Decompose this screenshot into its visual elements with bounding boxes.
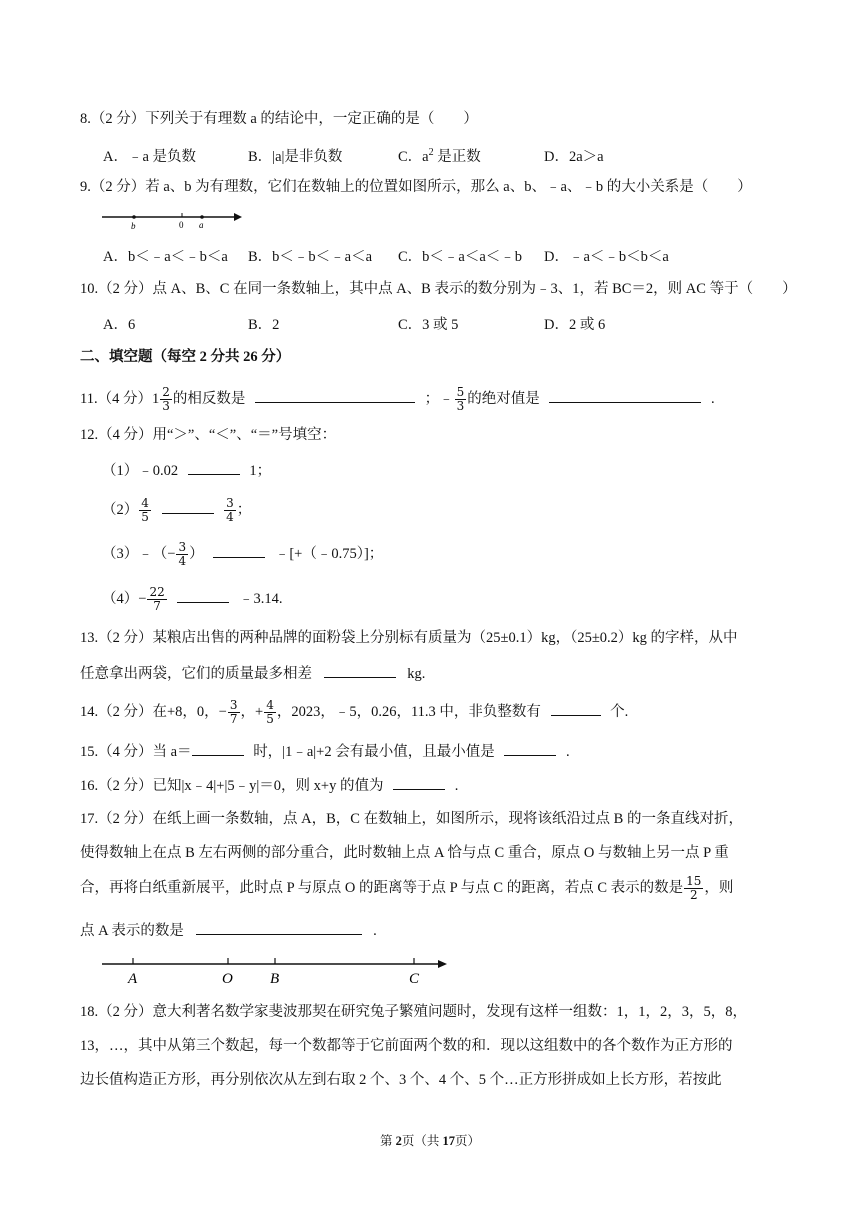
q11-part3: ；﹣ [424,391,454,407]
q8-option-c [398,145,481,166]
q12-s2a: （2） [102,502,139,518]
footer-total-pages: 17 [442,1134,455,1148]
q11-part5: . [711,391,715,407]
q11-f2-num: 5 [456,385,465,400]
q16-blank[interactable] [393,775,445,790]
q11-fraction-1 [160,386,172,413]
question-17-line-1: 17.（2 分）在纸上画一条数轴，点 A，B，C 在数轴上，如图所示，现将该纸沿过点 B 的一条直线对折， [80,811,743,827]
q9-option-b: B．b＜﹣b＜﹣a＜a [248,249,373,265]
q17-l4b: . [373,923,377,939]
q12-s3b: ） [189,546,204,562]
q8-c-sup: 2 [428,147,434,159]
q14-f1-den: 7 [229,712,238,727]
q11-f2-den: 3 [456,399,465,414]
q16-a: 16.（2 分）已知|x﹣4|+|5﹣y|＝0，则 x+y 的值为 [80,778,384,794]
footer-pre: 第 [379,1134,396,1148]
q12-blank-3[interactable] [213,543,265,558]
q10-option-b: B．2 [248,317,280,333]
question-17-line-2: 使得数轴上在点 B 左右两侧的部分重合，此时数轴上点 A 恰与点 C 重合，原点 O 与数轴上另一点 P 重 [80,845,729,861]
page-footer [0,1131,860,1149]
question-13-line-2 [80,663,788,684]
q12-s2-f2-den: 4 [226,510,234,525]
q12-s4b: ﹣3.14. [238,591,283,607]
q17-blank[interactable] [196,920,362,935]
section-2-heading: 二、填空题（每空 2 分共 26 分） [80,349,291,365]
q13-l2a: 任意拿出两袋，它们的质量最多相差 [80,666,312,682]
q8-option-b: B．|a|是非负数 [248,149,343,165]
q11-part2: 的相反数是 [172,391,246,407]
question-18-line-2: 13，…，其中从第三个数起，每一个数都等于它前面两个数的和．现以这组数中的各个数作为正方形的 [80,1038,733,1054]
q13-l2b: kg. [407,666,426,682]
q17-l3a: 合，再将白纸重新展平，此时点 P 与原点 O 的距离等于点 P 与点 C 的距离，若点 C 表示的数是 [80,880,684,896]
q12-s1b: 1； [249,463,272,479]
q9-axis-label-0: 0 [179,220,184,230]
q14-f2-den: 5 [266,712,274,727]
q11-part1: 11.（4 分）1 [80,391,160,407]
q17-axis-label-c: C [409,971,420,987]
question-15 [80,741,788,762]
q12-s2-f1-den: 5 [141,510,149,525]
q17-axis-label-a: A [128,971,138,987]
q12-s3a: （3）﹣（− [102,546,176,562]
q8-c-post: 是正数 [433,149,481,165]
question-11 [80,384,788,414]
q12-s3-den: 4 [178,554,187,569]
question-18-line-1: 18.（2 分）意大利著名数学家斐波那契在研究兔子繁殖问题时，发现有这样一组数：1，1，2，3，5，8， [80,1004,747,1020]
q9-option-d: D．﹣a＜﹣b＜b＜a [544,249,669,265]
q14-frac-1 [228,699,240,726]
q12-item-3 [102,539,788,569]
q14-c: ，2023，﹣5，0.26，11.3 中，非负整数有 [276,704,541,720]
q11-blank-2[interactable] [549,388,701,403]
footer-post: 页） [455,1134,481,1148]
question-18-line-3: 边长值构造正方形，再分别依次从左到右取 2 个、3 个、4 个、5 个…正方形拼成如上长方形，若按此 [80,1072,722,1088]
q10-option-a: A．6 [103,317,136,333]
q14-blank[interactable] [551,701,601,716]
q10-option-c: C．3 或 5 [398,317,459,333]
q13-blank[interactable] [324,663,396,678]
question-10-stem: 10.（2 分）点 A、B、C 在同一条数轴上，其中点 A、B 表示的数分别为﹣3、1，若 BC＝2，则 AC 等于（ ） [80,281,797,297]
q15-b: 时，|1﹣a|+2 会有最小值，且最小值是 [253,744,495,760]
q11-part4: 的绝对值是 [467,391,540,407]
q17-frac-num: 15 [686,874,702,889]
q12-s3-num: 3 [178,540,187,555]
q12-s4-num: 22 [149,585,165,600]
q17-axis-label-b: B [270,971,280,987]
q15-blank-2[interactable] [504,741,556,756]
q11-f1-num: 2 [162,385,170,400]
q11-blank-1[interactable] [255,388,415,403]
q15-blank-1[interactable] [192,741,244,756]
q12-s2-frac1 [139,497,151,524]
q12-s4-den: 7 [153,599,161,614]
q9-axis-label-a: a [199,220,204,230]
q12-s2-frac2 [224,497,236,524]
q17-l3b: ，则 [704,880,734,896]
q14-f2-num: 4 [266,698,274,713]
question-17-line-4 [80,920,788,941]
question-13-line-1: 13.（2 分）某粮店出售的两种品牌的面粉袋上分别标有质量为（25±0.1）kg，（25±0.2）kg 的字样，从中 [80,630,738,646]
q12-blank-4[interactable] [177,588,229,603]
q14-f1-num: 3 [229,698,238,713]
q9-option-a: A．b＜﹣a＜﹣b＜a [103,249,228,265]
question-8-stem: 8.（2 分）下列关于有理数 a 的结论中，一定正确的是（ ） [80,111,478,127]
question-14 [80,697,788,727]
q17-axis-label-o: O [222,971,233,987]
q12-s2-f2-num: 3 [226,496,234,511]
q11-f1-den: 3 [162,399,170,414]
question-12-stem: 12.（4 分）用“＞”、“＜”、“＝”号填空： [80,427,337,443]
q16-b: . [454,778,459,794]
question-9-stem: 9.（2 分）若 a、b 为有理数，它们在数轴上的位置如图所示，那么 a、b、﹣a、﹣b 的大小关系是（ ） [80,179,752,195]
q9-axis-label-b: b [131,221,136,231]
q9-option-c: C．b＜﹣a＜a＜﹣b [398,249,523,265]
q15-a: 15.（4 分）当 a＝ [80,744,192,760]
q12-item-2 [102,495,788,525]
q14-d: 个. [610,704,629,720]
q14-b: ，+ [240,704,264,720]
q15-c: . [565,744,570,760]
q12-s2b: ； [236,502,252,518]
q10-option-d: D．2 或 6 [544,317,606,333]
q17-frac-den: 2 [689,888,698,903]
q17-l4a: 点 A 表示的数是 [80,923,184,939]
q12-s4-frac [147,586,166,613]
footer-mid: 页（共 [401,1134,443,1148]
q14-frac-2 [264,699,276,726]
q12-item-4 [102,584,788,614]
q12-blank-1[interactable] [188,460,240,475]
q8-option-d: D．2a＞a [544,149,604,165]
q12-s1a: （1）﹣0.02 [102,463,179,479]
q11-fraction-2 [455,386,467,413]
q14-a: 14.（2 分）在+8，0，− [80,704,227,720]
q12-s4a: （4）− [102,591,147,607]
q12-s3-frac [176,541,188,568]
q12-s2-f1-num: 4 [141,496,149,511]
q12-item-1 [102,460,788,481]
q17-number-line [100,955,452,989]
footer-page-number: 2 [395,1134,402,1148]
q12-s3c: ﹣[+（﹣0.75）]； [274,546,384,562]
q8-option-a: A．﹣a 是负数 [103,149,197,165]
q17-frac [684,875,703,902]
q9-number-line [100,208,245,234]
q8-c-pre: C．a [398,149,429,165]
question-16 [80,775,788,796]
q12-blank-2[interactable] [162,499,214,514]
question-17-line-3 [80,873,788,903]
